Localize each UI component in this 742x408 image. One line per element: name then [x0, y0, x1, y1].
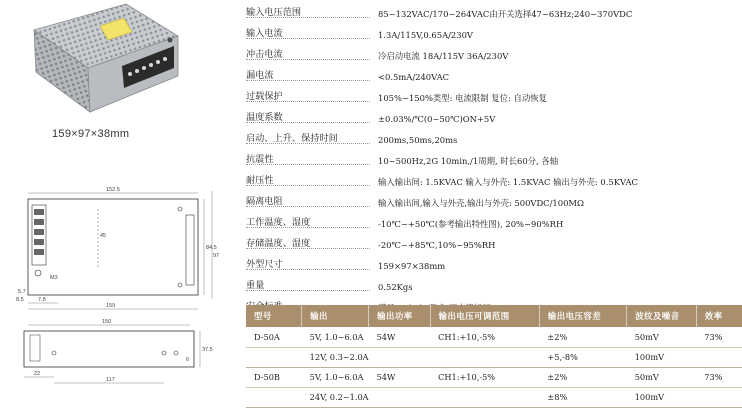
- dim-side-a: 6: [186, 357, 190, 363]
- spec-row: [246, 195, 742, 216]
- table-row: [246, 347, 742, 367]
- spec-list: [246, 6, 742, 321]
- spec-row: [246, 132, 742, 153]
- spec-label: 冲击电流: [246, 49, 283, 60]
- cell-tolerance: ±8%: [539, 387, 626, 407]
- cell-ripple: 100mV: [627, 387, 697, 407]
- col-header-efficiency: 效率: [696, 305, 742, 327]
- col-header-power: 输出功率: [369, 305, 430, 327]
- spec-label: 隔离电阻: [246, 196, 283, 207]
- spec-value: 200ms,50ms,20ms: [378, 135, 458, 145]
- dim-bottom-a: 8.5: [16, 297, 24, 303]
- dim-top: 152.5: [106, 187, 120, 193]
- dim-h1b: 5.7: [18, 289, 26, 295]
- spec-value: 10~500Hz,2G 10min,/1周期, 时长60分, 各轴: [378, 156, 559, 166]
- cell-efficiency: [696, 347, 742, 367]
- spec-label: 过载保护: [246, 91, 283, 102]
- spec-label: 工作温度、湿度: [246, 217, 311, 228]
- spec-value: -20℃~+85℃,10%~95%RH: [378, 240, 496, 250]
- cell-model: [246, 347, 302, 367]
- dim-left: 22: [34, 371, 41, 377]
- col-header-tolerance: 输出电压容差: [539, 305, 626, 327]
- spec-row: [246, 237, 742, 258]
- spec-value: 85~132VAC/170~264VAC由开关选择47~63Hz;240~370VDC: [378, 9, 633, 19]
- cell-model: [246, 387, 302, 407]
- spec-value: 159×97×38mm: [378, 261, 446, 271]
- col-header-output: 输出: [302, 305, 369, 327]
- spec-value: 1.3A/115V,0.65A/230V: [378, 30, 473, 40]
- table-row: [246, 367, 742, 387]
- spec-row: [246, 27, 742, 48]
- spec-label: 温度系数: [246, 112, 283, 123]
- cell-ripple: 50mV: [627, 327, 697, 347]
- cell-power: [369, 347, 430, 367]
- spec-label: 启动、上升、保持时间: [246, 133, 338, 144]
- cell-adjust-range: CH1:+10,-5%: [430, 327, 539, 347]
- cell-efficiency: 73%: [696, 367, 742, 387]
- cell-power: 54W: [369, 327, 430, 347]
- dim-h1: 84.5: [206, 245, 217, 251]
- spec-row: [246, 174, 742, 195]
- spec-label: 存储温度、湿度: [246, 238, 311, 249]
- spec-value: 冷启动电流 18A/115V 36A/230V: [378, 51, 509, 61]
- spec-row: [246, 48, 742, 69]
- table-row: [246, 327, 742, 347]
- spec-row: [246, 90, 742, 111]
- dim-side-b: 37.5: [202, 347, 213, 353]
- dim-base: 150: [102, 319, 112, 325]
- cell-adjust-range: [430, 347, 539, 367]
- spec-value: -10℃~+50℃(参考输出特性图), 20%~90%RH: [378, 219, 564, 229]
- spec-value: <0.5mA/240VAC: [378, 72, 450, 82]
- col-header-adjust-range: 输出电压可调范围: [430, 305, 539, 327]
- dim-m3: M3: [50, 275, 58, 281]
- dimension-drawing: [10, 185, 220, 405]
- table-row: [246, 387, 742, 407]
- cell-power: [369, 387, 430, 407]
- spec-row: [246, 153, 742, 174]
- spec-label: 外型尺寸: [246, 259, 283, 270]
- spec-value: 0.52Kgs: [378, 282, 413, 292]
- col-header-ripple: 波纹及噪音: [627, 305, 697, 327]
- spec-label: 抗震性: [246, 154, 274, 165]
- cell-model: D-50B: [246, 367, 302, 387]
- dim-bottom-b: 7.8: [38, 297, 46, 303]
- table-header-row: [246, 305, 742, 327]
- dim-bottom-c: 159: [106, 303, 116, 309]
- cell-output: 5V, 1.0~6.0A: [302, 327, 369, 347]
- spec-label: 耐压性: [246, 175, 274, 186]
- cell-output: 12V, 0.3~2.0A: [302, 347, 369, 367]
- spec-value: 输入输出间,输入与外壳,输出与外壳: 500VDC/100MΩ: [378, 198, 584, 208]
- cell-output: 24V, 0.2~1.0A: [302, 387, 369, 407]
- power-supply-photo: [28, 2, 180, 114]
- cell-efficiency: 73%: [696, 327, 742, 347]
- spec-row: [246, 258, 742, 279]
- cell-efficiency: [696, 387, 742, 407]
- spec-row: [246, 111, 742, 132]
- dim-h2: 97: [213, 253, 220, 259]
- spec-row: [246, 279, 742, 300]
- cell-tolerance: ±2%: [539, 367, 626, 387]
- spec-value: 105%~150%类型: 电流限制 复位: 自动恢复: [378, 93, 548, 103]
- spec-value: ±0.03%/℃(0~50℃)ON+5V: [378, 114, 496, 124]
- cell-model: D-50A: [246, 327, 302, 347]
- cell-tolerance: +5,-8%: [539, 347, 626, 367]
- output-table: [246, 305, 742, 408]
- spec-row: [246, 69, 742, 90]
- cell-ripple: 100mV: [627, 347, 697, 367]
- cell-adjust-range: [430, 387, 539, 407]
- spec-row: [246, 6, 742, 27]
- cell-ripple: 50mV: [627, 367, 697, 387]
- cell-adjust-range: CH1:+10,-5%: [430, 367, 539, 387]
- cell-power: 54W: [369, 367, 430, 387]
- spec-row: [246, 216, 742, 237]
- spec-label: 输入电压范围: [246, 7, 302, 18]
- cell-output: 5V, 1.0~6.0A: [302, 367, 369, 387]
- cell-tolerance: ±2%: [539, 327, 626, 347]
- spec-label: 重量: [246, 280, 265, 291]
- dimensions-caption: 159×97×38mm: [52, 128, 130, 140]
- col-header-model: 型号: [246, 305, 302, 327]
- spec-label: 输入电流: [246, 28, 283, 39]
- dim-mid: 45: [100, 233, 107, 239]
- spec-value: 输入输出间: 1.5KVAC 输入与外壳: 1.5KVAC 输出与外壳: 0.5KVAC: [378, 177, 638, 187]
- dim-base2: 117: [106, 377, 115, 383]
- spec-label: 漏电流: [246, 70, 274, 81]
